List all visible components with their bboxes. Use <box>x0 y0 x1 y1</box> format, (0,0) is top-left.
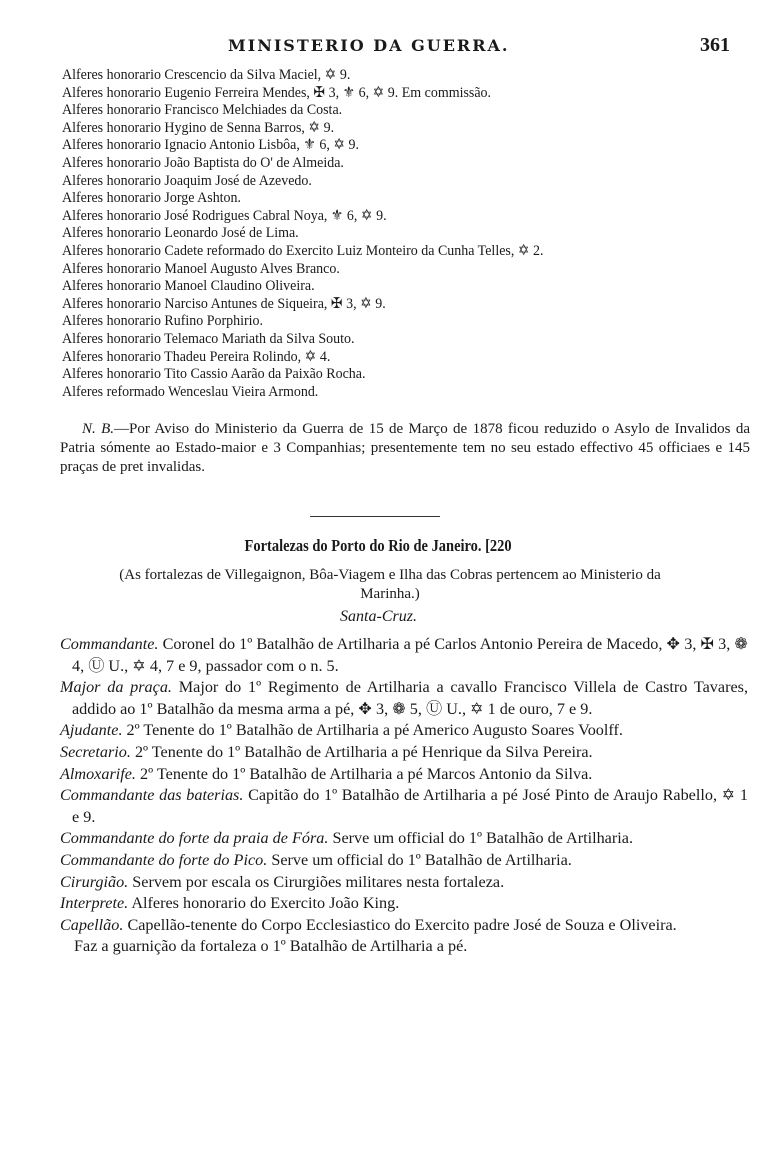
staff-entry <box>60 872 748 894</box>
entry-role: Almoxarife. <box>60 764 136 783</box>
list-item: Alferes honorario Manoel Claudino Oliveira. <box>62 277 315 295</box>
staff-entry <box>60 677 748 720</box>
entry-role: Commandante. <box>60 635 159 653</box>
section-title <box>0 536 757 556</box>
entry-role: Major da praça. <box>60 678 172 697</box>
nb-lead: N. B. <box>82 421 115 437</box>
alferes-list <box>62 66 688 400</box>
closing-line: Faz a guarnição da fortaleza o 1º Batalhão de Artilharia a pé. <box>74 937 468 956</box>
entry-role: Commandante do forte da praia de Fóra. <box>60 829 329 848</box>
staff-entry <box>60 893 748 915</box>
page-header <box>0 36 757 60</box>
list-item: Alferes honorario Thadeu Pereira Rolindo, ✡ 4. <box>62 347 331 365</box>
section-title-text: Fortalezas do Porto do Rio de Janeiro. [220 <box>244 536 513 555</box>
entry-text: Servem por escala os Cirurgiões militares nesta fortaleza. <box>128 872 505 891</box>
entry-role: Capellão. <box>60 915 124 934</box>
list-item: Alferes honorario Tito Cassio Aarão da Paixão Rocha. <box>62 365 366 383</box>
list-item: Alferes honorario Francisco Melchiades da Costa. <box>62 101 343 119</box>
entry-text: Coronel do 1º Batalhão de Artilharia a pé Carlos Antonio Pereira de Macedo, ✥ 3, ✠ 3, ❁ 4, Ⓤ U., ✡ 4, 7 e 9, passador com o n. 5. <box>72 635 748 675</box>
section-divider <box>310 516 440 517</box>
list-item: Alferes honorario Hygino de Senna Barros, ✡ 9. <box>62 118 335 136</box>
staff-entry <box>60 764 748 786</box>
entry-text: Major do 1º Regimento de Artilharia a cavallo Francisco Villela de Castro Tavares, addido ao 1º Batalhão da mesma arma a pé, ✥ 3, ❁ 5, Ⓤ U., ✡ 1 de ouro, 7 e 9. <box>72 678 749 718</box>
staff-entry <box>60 785 748 828</box>
list-item: Alferes honorario Jorge Ashton. <box>62 189 242 207</box>
list-item: Alferes honorario José Rodrigues Cabral Noya, ⚜ 6, ✡ 9. <box>62 206 387 224</box>
staff-entry <box>60 742 748 764</box>
section-note: (As fortalezas de Villegaignon, Bôa-Viagem e Ilha das Cobras pertencem ao Ministerio da Marinha.) <box>119 567 661 602</box>
list-item: Alferes honorario Leonardo José de Lima. <box>62 224 299 242</box>
staff-entries <box>60 634 748 958</box>
entry-text: 2º Tenente do 1º Batalhão de Artilharia a pé Americo Augusto Soares Voolff. <box>122 721 623 740</box>
running-title: MINISTERIO DA GUERRA. <box>228 36 510 55</box>
staff-entry <box>60 915 748 937</box>
list-item: Alferes honorario Joaquim José de Azevedo. <box>62 171 312 189</box>
list-item: Alferes honorario Eugenio Ferreira Mendes, ✠ 3, ⚜ 6, ✡ 9. Em commissão. <box>62 83 492 101</box>
list-item: Alferes honorario Crescencio da Silva Maciel, ✡ 9. <box>62 66 351 83</box>
staff-entry <box>60 850 748 872</box>
entry-text: Alferes honorario do Exercito João King. <box>128 894 400 913</box>
nb-paragraph <box>60 420 750 477</box>
staff-entry <box>60 828 748 850</box>
entry-role: Commandante das baterias. <box>60 786 244 805</box>
entry-text: Capellão-tenente do Corpo Ecclesiastico do Exercito padre José de Souza e Oliveira. <box>123 915 677 934</box>
nb-text: —Por Aviso do Ministerio da Guerra de 15 de Março de 1878 ficou reduzido o Asylo de Invalidos da Patria sómente ao Estado-maior e 3 Companhias; presentemente tem no seu estado effectivo 45 officiaes e 145 praças de pret invalidas. <box>60 421 750 475</box>
staff-entry <box>60 720 748 742</box>
list-item: Alferes honorario Narciso Antunes de Siqueira, ✠ 3, ✡ 9. <box>62 294 386 312</box>
list-item: Alferes honorario Telemaco Mariath da Silva Souto. <box>62 329 355 347</box>
list-item: Alferes honorario Rufino Porphirio. <box>62 312 264 330</box>
entry-role: Interprete. <box>60 894 129 913</box>
list-item: Alferes honorario Ignacio Antonio Lisbôa, ⚜ 6, ✡ 9. <box>62 136 360 154</box>
list-item: Alferes honorario Manoel Augusto Alves Branco. <box>62 259 340 277</box>
entry-role: Ajudante. <box>60 721 123 740</box>
entry-text: Serve um official do 1º Batalhão de Artilharia. <box>328 829 633 848</box>
entry-text: 2º Tenente do 1º Batalhão de Artilharia a pé Marcos Antonio da Silva. <box>135 764 593 783</box>
list-item: Alferes reformado Wenceslau Vieira Armond. <box>62 382 319 400</box>
staff-entry <box>60 634 748 677</box>
entry-text: Capitão do 1º Batalhão de Artilharia a pé José Pinto de Araujo Rabello, ✡ 1 e 9. <box>72 786 749 826</box>
list-item: Alferes honorario Cadete reformado do Exercito Luiz Monteiro da Cunha Telles, ✡ 2. <box>62 241 544 259</box>
entry-role: Cirurgião. <box>60 872 129 891</box>
entry-text: 2º Tenente do 1º Batalhão de Artilharia a pé Henrique da Silva Pereira. <box>130 742 593 761</box>
section-subhead: Santa-Cruz. <box>340 608 417 625</box>
entry-role: Secretario. <box>60 742 131 761</box>
entry-role: Commandante do forte do Pico. <box>60 850 268 869</box>
entry-text: Serve um official do 1º Batalhão de Artilharia. <box>267 850 572 869</box>
page-number: 361 <box>700 34 730 56</box>
list-item: Alferes honorario João Baptista do O' de Almeida. <box>62 153 344 171</box>
